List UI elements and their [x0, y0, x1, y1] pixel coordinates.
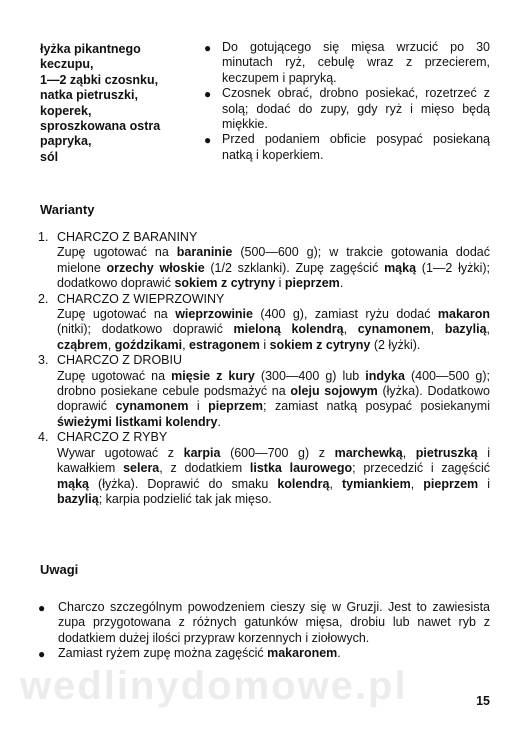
bold-term: makaronem — [267, 646, 338, 661]
bold-term: świeżymi listkami kolendry — [57, 414, 218, 429]
ingredient-line: papryka, — [40, 134, 92, 149]
bold-term: cynamonem — [357, 322, 431, 337]
variants-heading: Warianty — [40, 202, 95, 217]
bullet-icon: ● — [204, 87, 212, 102]
note-text: Zamiast ryżem zupę można zagęścić makaronem. — [58, 646, 341, 661]
variant-item — [38, 292, 490, 354]
bold-term: selera — [123, 461, 160, 476]
variant-body: Zupę ugotować na wieprzowinie (400 g), zamiast ryżu dodać makaron (nitki); dodatkowo doprawić mieloną kolendrą, cynamonem, bazylią, cząbrem, goździkami, estragonem i sokiem z cytryny (2 łyżki). — [57, 307, 490, 352]
variant-item — [38, 230, 490, 292]
step-text: Przed podaniem obficie posypać posiekaną natką i koperkiem. — [222, 132, 490, 162]
note-item — [38, 600, 490, 646]
bold-term: makaron — [437, 307, 490, 322]
bold-term: kolendrą — [277, 476, 330, 491]
bold-term: cynamonem — [115, 399, 189, 414]
note-text: Charczo szczególnym powodzeniem cieszy się w Gruzji. Jest to zawiesista zupa przygotowana z różnych gatunków mięsa, drobiu lub nawet ryb z dodatkiem dużej ilości przypraw korzennych i ziołowych. — [58, 600, 490, 645]
bold-term: goździkami — [114, 337, 183, 352]
notes-heading: Uwagi — [40, 562, 79, 577]
bold-term: wieprzowinie — [175, 307, 253, 322]
bold-term: oleju sojowym — [290, 384, 378, 399]
bold-term: cząbrem — [57, 337, 108, 352]
variant-body: Zupę ugotować na mięsie z kury (300—400 g) lub indyka (400—500 g); drobno posiekane cebule podsmażyć na oleju sojowym (łyżka). Dodatkowo doprawić cynamonem i pieprzem; zamiast natką posypać posiekanymi świeżymi listkami kolendry. — [57, 368, 491, 429]
step-text: Do gotującego się mięsa wrzucić po 30 minutach ryż, cebulę wraz z przecierem, keczupem i papryką. — [222, 40, 490, 85]
bold-term: pieprzem — [208, 399, 264, 414]
bold-term: mięsie z kury — [171, 368, 255, 383]
page-number: 15 — [476, 694, 490, 708]
ingredient-line: sproszkowana ostra — [40, 119, 161, 134]
bold-term: bazylią — [57, 491, 99, 506]
bold-term: tymiankiem — [341, 476, 411, 491]
bold-term: pieprzem — [284, 276, 340, 291]
bullet-icon: ● — [38, 647, 46, 662]
bold-term: bazylią — [444, 322, 487, 337]
variant-number: 2. — [38, 291, 49, 306]
preparation-steps — [200, 40, 490, 163]
bullet-icon: ● — [204, 133, 212, 148]
variant-title: CHARCZO Z WIEPRZOWINY — [57, 291, 225, 306]
bold-term: mąką — [384, 260, 417, 275]
step-item — [200, 86, 490, 132]
ingredients-list — [40, 42, 200, 165]
bold-term: orzechy włoskie — [106, 260, 205, 275]
bold-term: listka laurowego — [249, 461, 353, 476]
variant-number: 3. — [38, 353, 49, 368]
variant-title: CHARCZO Z DROBIU — [57, 353, 182, 368]
bold-term: indyka — [365, 368, 405, 383]
step-item — [200, 132, 490, 163]
bold-term: sokiem z cytryny — [269, 337, 371, 352]
bold-term: mieloną kolendrą — [233, 322, 344, 337]
ingredient-line: natka pietruszki, — [40, 88, 138, 103]
bold-term: pietruszką — [415, 445, 478, 460]
variant-title: CHARCZO Z BARANINY — [57, 230, 198, 244]
bullet-icon: ● — [204, 41, 212, 55]
variant-item — [38, 353, 490, 430]
bold-term: baraninie — [176, 245, 233, 260]
variant-number: 1. — [38, 230, 49, 244]
ingredient-line: 1—2 ząbki czosnku, — [40, 72, 159, 87]
ingredient-line: keczupu, — [40, 57, 94, 72]
variant-number: 4. — [38, 430, 49, 445]
notes-list — [38, 600, 490, 662]
step-text: Czosnek obrać, drobno posiekać, rozetrzeć z solą; dodać do zupy, gdy ryż i mięso będą miękkie. — [222, 86, 490, 132]
variant-body: Wywar ugotować z karpia (600—700 g) z marchewką, pietruszką i kawałkiem selera, z dodatkiem listka laurowego; przecedzić i zagęścić mąką (łyżka). Doprawić do smaku kolendrą, tymiankiem, pieprzem i bazylią; karpia podzielić tak jak mięso. — [57, 445, 490, 506]
ingredient-line: łyżka pikantnego — [40, 42, 141, 56]
bold-term: estragonem — [189, 337, 260, 352]
bullet-icon: ● — [38, 601, 46, 615]
step-item — [200, 40, 490, 86]
variant-item — [38, 430, 490, 507]
variant-body: Zupę ugotować na baraninie (500—600 g); w trakcie gotowania dodać mielone orzechy włoskie (1/2 szklanki). Zupę zagęścić mąką (1—2 łyżki); dodatkowo doprawić sokiem z cytryny i pieprzem. — [57, 245, 491, 291]
ingredient-line: koperek, — [40, 103, 92, 118]
ingredient-line: sól — [40, 149, 59, 164]
bold-term: pieprzem — [423, 476, 479, 491]
bold-term: karpia — [183, 445, 221, 460]
bold-term: mąką — [57, 476, 89, 491]
note-item — [38, 646, 490, 661]
bold-term: marchewką — [334, 445, 403, 460]
bold-term: sokiem z cytryny — [174, 276, 276, 291]
watermark: wedlinydomowe.pl — [20, 664, 408, 708]
variant-title: CHARCZO Z RYBY — [57, 430, 168, 445]
variants-list — [38, 230, 490, 507]
